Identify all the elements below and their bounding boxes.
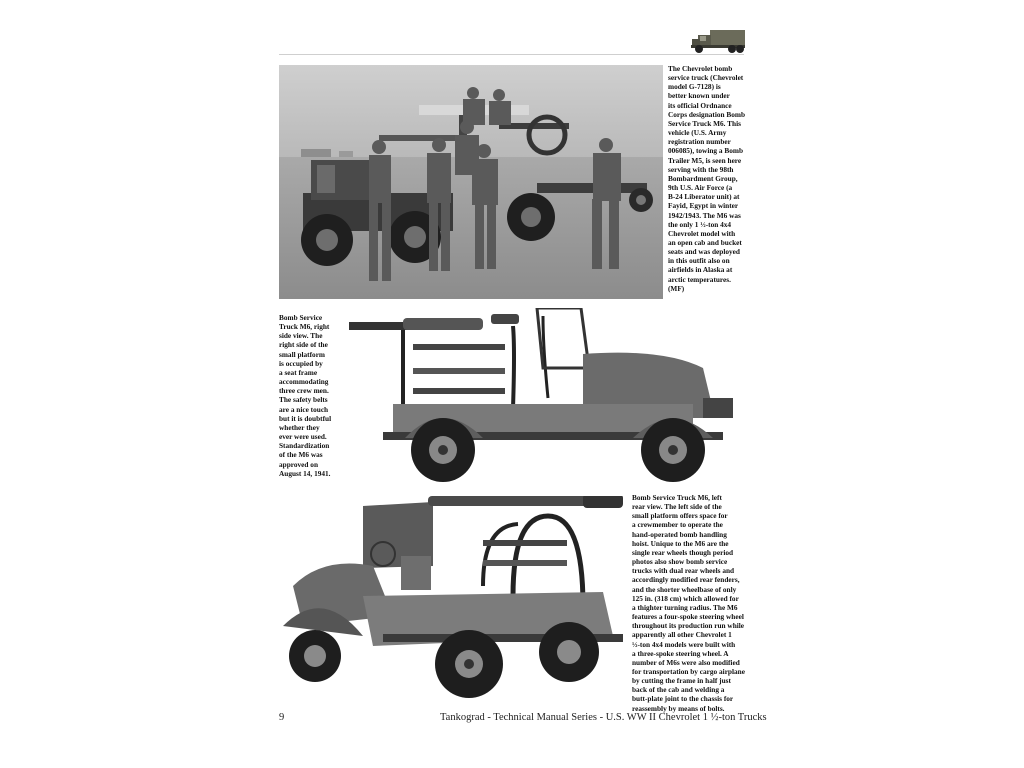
caption-top: The Chevrolet bomb service truck (Chevrolet model G-7128) is better known under its official Ordnance Corps designation Bomb Service Truck M6. This vehicle (U.S. Army registration number 006085), towing a Bomb Trailer M5, is seen here serving with the 98th Bombardment Group, 9th U.S. Air Force (a B-24 Liberator unit) at Fayid, Egypt in winter 1942/1943. The M6 was the only 1 ½-ton 4x4 Chevrolet model with an open cab and bucket seats and was deployed in this outfit also on airfields in Alaska at arctic temperatures. (MF) <box>668 64 746 293</box>
photo-right-side-view <box>343 308 737 488</box>
page-number: 9 <box>279 712 285 723</box>
caption-bottom: Bomb Service Truck M6, left rear view. The left side of the small platform offers space for a crewmember to operate the hand-operated bomb handling hoist. Unique to the M6 are the single rear wheels though period photos also show bomb service trucks with dual rear wheels and accordingly modified rear fenders, and the shorter wheelbase of only 125 in. (318 cm) which allowed for a thighter turning radius. The M6 features a four-spoke steering wheel throughout its production run while apparently all other Chevrolet 1 ½-ton 4x4 models were built with a three-spoke steering wheel. A number of M6s were also modified for transportation by cargo airplane by cutting the frame in half just back of the cab and welding a butt-plate joint to the chassis for reassembly by means of bolts. <box>632 493 745 713</box>
photo-left-rear-view <box>283 496 628 704</box>
header-rule <box>279 54 744 55</box>
caption-middle: Bomb Service Truck M6, right side view. The right side of the small platform is occupied by a seat frame accommodating three crew men. The safety belts are a nice touch but it is doubtful whether they ever were used. Standardization of the M6 was approved on August 14, 1941. <box>279 313 332 478</box>
truck-thumbnail-icon <box>690 28 746 54</box>
footer-title: Tankograd - Technical Manual Series - U.S. WW II Chevrolet 1 ½-ton Trucks <box>440 712 767 723</box>
photo-crew-with-truck <box>279 65 663 299</box>
